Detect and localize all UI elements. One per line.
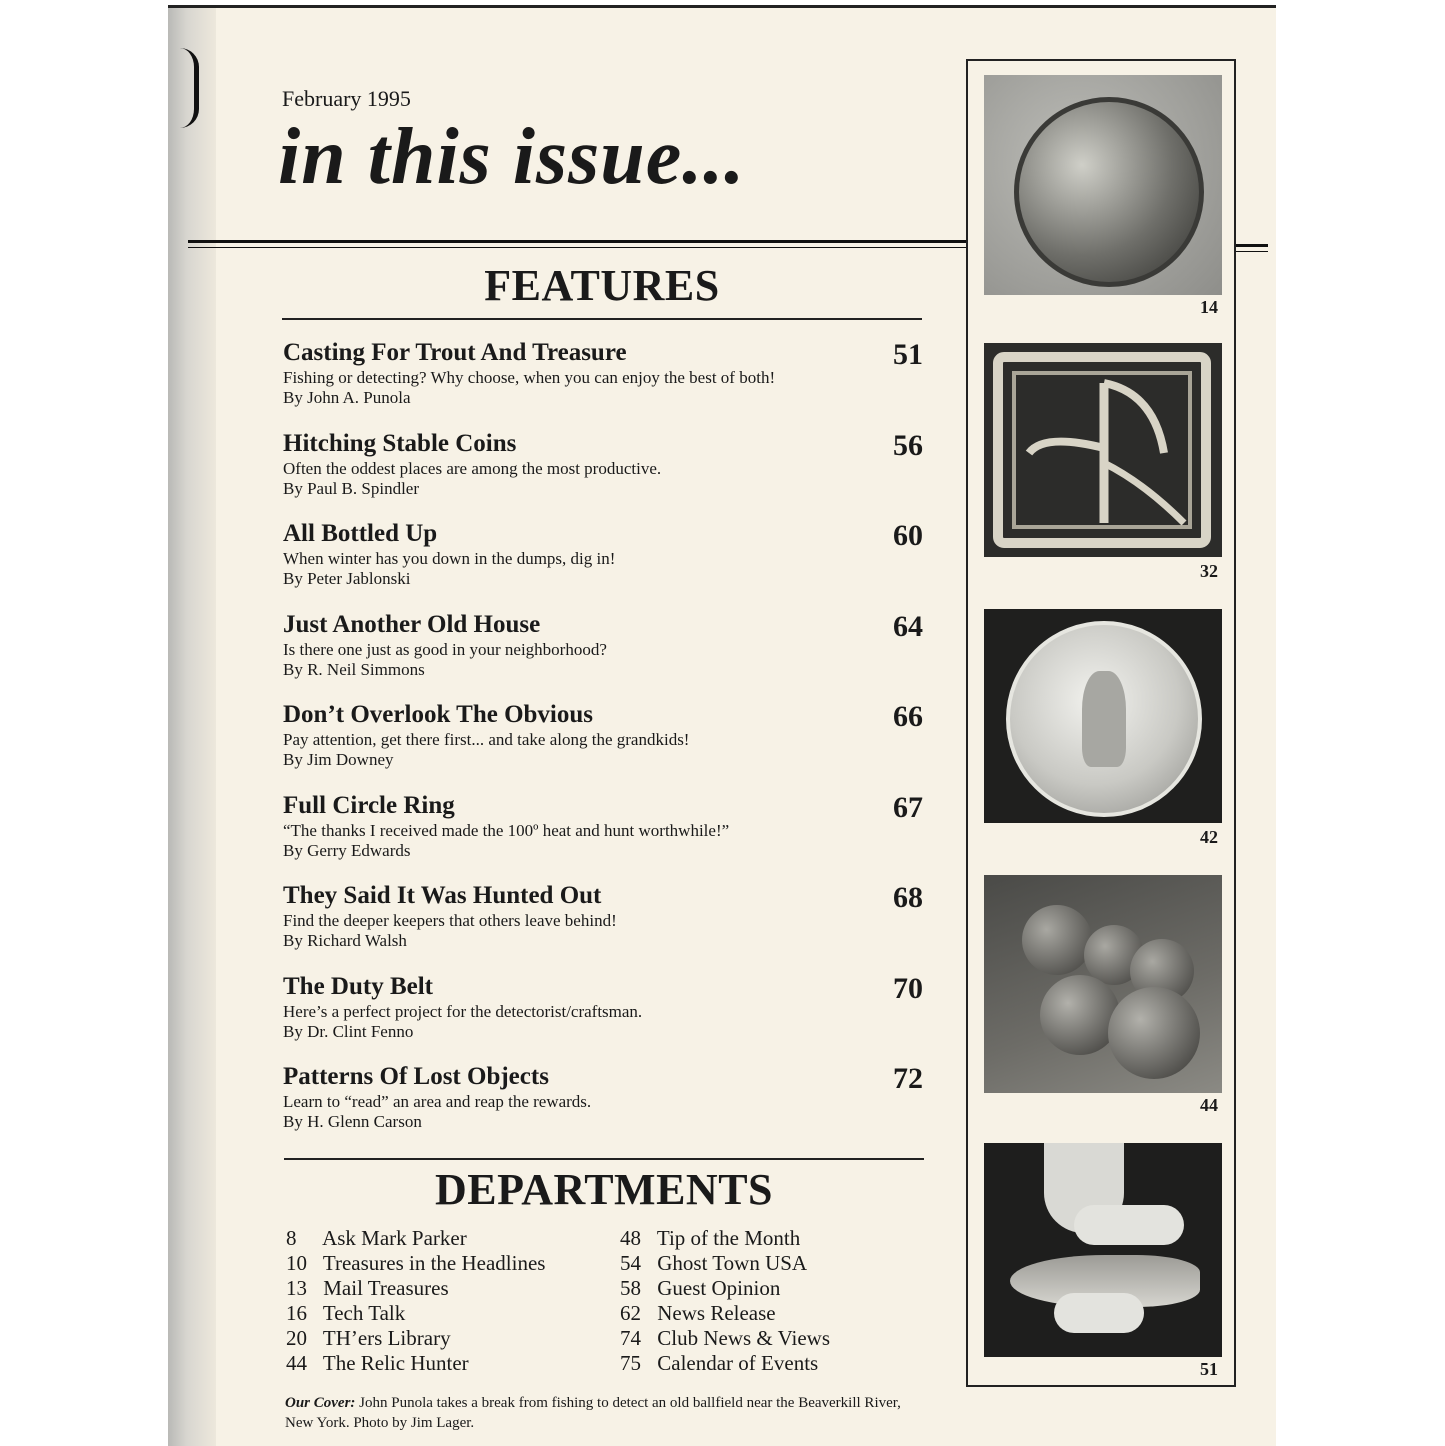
page-spine — [168, 8, 216, 1446]
departments-heading: DEPARTMENTS — [434, 1165, 774, 1214]
feature-author: By R. Neil Simmons — [283, 659, 425, 679]
photo-caption: 44 — [1200, 1095, 1218, 1115]
feature-title[interactable]: All Bottled Up — [283, 520, 438, 547]
feature-description: Pay attention, get there first... and take along the grandkids! — [283, 730, 690, 749]
feature-author: By Paul B. Spindler — [283, 478, 420, 498]
silver-coin-photo — [984, 609, 1222, 823]
issue-date: February 1995 — [282, 86, 411, 111]
feature-page-number: 60 — [893, 519, 923, 552]
department-page: 16 — [286, 1301, 307, 1325]
feature-description: Often the oddest places are among the most productive. — [283, 458, 662, 478]
departments-list-left — [286, 1226, 616, 1376]
department-item[interactable] — [286, 1326, 616, 1351]
department-name: Guest Opinion — [657, 1276, 781, 1300]
feature-item[interactable] — [283, 429, 923, 520]
coin-icon — [1006, 621, 1202, 817]
feature-page-number: 72 — [893, 1062, 923, 1095]
department-item[interactable] — [620, 1326, 950, 1351]
departments-rule — [284, 1158, 924, 1160]
department-item[interactable] — [286, 1226, 616, 1251]
header-rule-right — [1236, 244, 1268, 247]
features-list — [283, 338, 923, 1153]
cannonball-icon — [1022, 905, 1092, 975]
feature-author: By Peter Jablonski — [283, 569, 411, 588]
feature-description: “The thanks I received made the 100º heat and hunt worthwhile!” — [283, 820, 730, 840]
department-name: Ghost Town USA — [657, 1251, 808, 1275]
department-item[interactable] — [286, 1276, 616, 1301]
hand-shape — [1074, 1205, 1184, 1245]
department-item[interactable] — [286, 1301, 616, 1326]
feature-item[interactable] — [283, 1062, 923, 1153]
department-name: Mail Treasures — [323, 1276, 449, 1300]
department-name: Calendar of Events — [657, 1351, 819, 1375]
feature-item[interactable] — [283, 610, 923, 701]
feature-description: Learn to “read” an area and reap the rewards. — [283, 1092, 592, 1111]
department-page: 74 — [620, 1326, 641, 1350]
header-rule-thin — [188, 247, 968, 248]
feature-title[interactable]: The Duty Belt — [283, 972, 433, 1000]
department-name: TH’ers Library — [322, 1326, 451, 1350]
feature-description: Is there one just as good in your neighborhood? — [283, 639, 607, 659]
feature-title[interactable]: Patterns Of Lost Objects — [283, 1063, 549, 1090]
buckle-icon — [984, 343, 1222, 557]
header-rule — [188, 240, 968, 243]
header-rule-right-thin — [1236, 251, 1268, 252]
feature-title[interactable]: Don’t Overlook The Obvious — [283, 701, 593, 728]
feature-description: Find the deeper keepers that others leave behind! — [283, 911, 617, 930]
page-title: in this issue... — [278, 113, 746, 201]
department-page: 48 — [620, 1226, 641, 1250]
feature-page-number: 68 — [893, 881, 923, 914]
cannonball-icon — [1108, 987, 1200, 1079]
cannonballs-photo — [984, 875, 1222, 1093]
feature-page-number: 66 — [893, 700, 923, 733]
department-item[interactable] — [620, 1301, 950, 1326]
seated-liberty-figure — [1082, 671, 1126, 767]
department-item[interactable] — [620, 1226, 950, 1251]
feature-page-number: 67 — [893, 790, 923, 824]
department-page: 75 — [620, 1351, 641, 1375]
department-name: Ask Mark Parker — [322, 1226, 467, 1250]
department-page: 8 — [286, 1226, 297, 1250]
feature-title[interactable]: Full Circle Ring — [283, 791, 455, 819]
photo-caption: 14 — [1200, 297, 1218, 317]
feature-item[interactable] — [283, 338, 923, 429]
gold-coin-photo — [984, 75, 1222, 295]
feature-title[interactable]: They Said It Was Hunted Out — [283, 882, 602, 909]
magazine-page — [168, 5, 1276, 1446]
feature-item[interactable] — [283, 519, 923, 610]
cover-text: John Punola takes a break from fishing to detect an old ballfield near the Beaverkill River, New York. Photo by Jim Lager. — [285, 1395, 901, 1431]
feature-title[interactable]: Just Another Old House — [283, 610, 541, 638]
department-page: 44 — [286, 1351, 307, 1375]
feature-description: Fishing or detecting? Why choose, when you can enjoy the best of both! — [283, 368, 776, 387]
features-heading: FEATURES — [484, 261, 720, 310]
departments-list-right — [620, 1226, 950, 1376]
department-name: Treasures in the Headlines — [322, 1251, 546, 1275]
cover-caption — [285, 1393, 925, 1433]
trout-photo — [984, 1143, 1222, 1357]
feature-description: Here’s a perfect project for the detectorist/craftsman. — [283, 1001, 643, 1021]
department-page: 58 — [620, 1276, 641, 1300]
department-item[interactable] — [620, 1251, 950, 1276]
photo-caption: 42 — [1200, 827, 1218, 847]
feature-author: By Richard Walsh — [283, 931, 407, 950]
feature-author: By Jim Downey — [283, 750, 394, 769]
feature-item[interactable] — [283, 791, 923, 882]
department-item[interactable] — [620, 1276, 950, 1301]
department-page: 13 — [286, 1276, 307, 1300]
cover-label: Our Cover: — [285, 1395, 356, 1411]
feature-page-number: 70 — [893, 971, 923, 1005]
feature-title[interactable]: Casting For Trout And Treasure — [283, 339, 627, 366]
department-item[interactable] — [286, 1251, 616, 1276]
department-item[interactable] — [286, 1351, 616, 1376]
department-page: 10 — [286, 1251, 307, 1275]
feature-author: By H. Glenn Carson — [283, 1112, 422, 1131]
feature-page-number: 51 — [893, 338, 923, 371]
belt-buckle-photo — [984, 343, 1222, 557]
department-name: News Release — [657, 1301, 776, 1325]
department-name: Club News & Views — [657, 1326, 831, 1350]
feature-title[interactable]: Hitching Stable Coins — [283, 429, 517, 457]
department-item[interactable] — [620, 1351, 950, 1376]
coin-icon — [1014, 97, 1204, 287]
photo-column — [966, 59, 1236, 1387]
department-page: 62 — [620, 1301, 641, 1325]
photo-caption: 32 — [1200, 561, 1218, 581]
feature-description: When winter has you down in the dumps, dig in! — [283, 549, 616, 568]
hand-shape — [1054, 1293, 1144, 1333]
department-name: The Relic Hunter — [322, 1351, 469, 1375]
feature-author: By Dr. Clint Fenno — [283, 1021, 414, 1041]
feature-author: By John A. Punola — [283, 388, 411, 407]
features-rule — [282, 318, 922, 320]
feature-item[interactable] — [283, 972, 923, 1063]
department-page: 20 — [286, 1326, 307, 1350]
feature-item[interactable] — [283, 881, 923, 972]
feature-page-number: 64 — [893, 609, 923, 643]
department-page: 54 — [620, 1251, 641, 1275]
binding-mark — [180, 48, 199, 128]
feature-author: By Gerry Edwards — [283, 840, 411, 860]
department-name: Tech Talk — [322, 1301, 406, 1325]
feature-item[interactable] — [283, 700, 923, 791]
feature-page-number: 56 — [893, 428, 923, 462]
photo-caption: 51 — [1200, 1359, 1218, 1379]
department-name: Tip of the Month — [656, 1226, 801, 1250]
cannonball-icon — [1040, 975, 1120, 1055]
